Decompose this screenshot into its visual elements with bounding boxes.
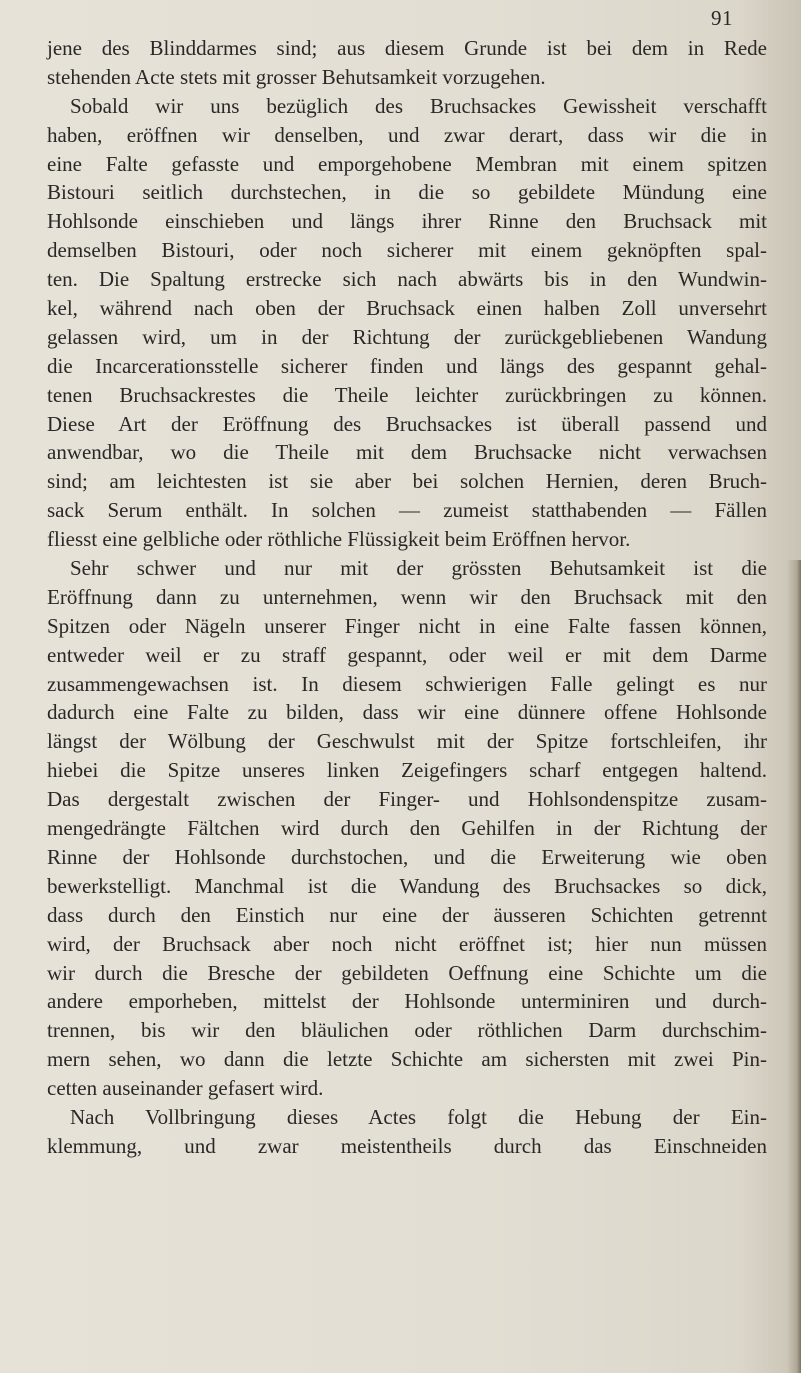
text-line: Sobald wir uns bezüglich des Bruchsackes Gewissheit verschafft — [70, 93, 767, 118]
text-line: kel, während nach oben der Bruchsack einen halben Zoll unversehrt — [47, 296, 767, 321]
text-line: zusammengewachsen ist. In diesem schwierigen Falle gelingt es nur — [47, 671, 767, 696]
text-line: anwendbar, wo die Theile mit dem Bruchsacke nicht verwachsen — [47, 440, 767, 465]
text-line: sack Serum enthält. In solchen — zumeist statthabenden — Fällen — [47, 498, 767, 523]
text-line: bewerkstelligt. Manchmal ist die Wandung des Bruchsackes so dick, — [47, 873, 767, 898]
page-number: 91 — [711, 6, 733, 30]
text-line: stehenden Acte stets mit grosser Behutsamkeit vorzugehen. — [47, 64, 546, 89]
text-line: fliesst eine gelbliche oder röthliche Flüssigkeit beim Eröffnen hervor. — [47, 527, 631, 552]
text-line: jene des Blinddarmes sind; aus diesem Grunde ist bei dem in Rede — [47, 36, 767, 60]
text-line: Das dergestalt zwischen der Finger- und Hohlsondenspitze zusam- — [47, 787, 767, 812]
text-line: cetten auseinander gefasert wird. — [47, 1076, 324, 1101]
text-line: Nach Vollbringung dieses Actes folgt die Hebung der Ein- — [70, 1104, 767, 1129]
text-line: andere emporheben, mittelst der Hohlsonde unterminiren und durch- — [47, 989, 767, 1014]
text-line: dass durch den Einstich nur eine der äusseren Schichten getrennt — [47, 902, 767, 927]
body-text — [47, 34, 767, 1161]
text-line: wir durch die Bresche der gebildeten Oeffnung eine Schichte um die — [47, 960, 767, 985]
text-line: Eröffnung dann zu unternehmen, wenn wir den Bruchsack mit den — [47, 584, 767, 609]
text-line: mern sehen, wo dann die letzte Schichte am sichersten mit zwei Pin- — [47, 1047, 767, 1072]
text-line: Spitzen oder Nägeln unserer Finger nicht in eine Falte fassen können, — [47, 613, 767, 638]
text-line: eine Falte gefasste und emporgehobene Membran mit einem spitzen — [47, 151, 767, 176]
text-line: Rinne der Hohlsonde durchstochen, und die Erweiterung wie oben — [47, 844, 767, 869]
text-line: wird, der Bruchsack aber noch nicht eröffnet ist; hier nun müssen — [47, 931, 767, 956]
text-line: Sehr schwer und nur mit der grössten Behutsamkeit ist die — [70, 556, 767, 581]
text-line: Bistouri seitlich durchstechen, in die so gebildete Mündung eine — [47, 180, 767, 205]
text-line: sind; am leichtesten ist sie aber bei solchen Hernien, deren Bruch- — [47, 469, 767, 494]
text-line: haben, eröffnen wir denselben, und zwar derart, dass wir die in — [47, 122, 767, 147]
page-edge-shadow — [787, 560, 801, 1373]
text-line: längst der Wölbung der Geschwulst mit der Spitze fortschleifen, ihr — [47, 729, 767, 754]
text-line: gelassen wird, um in der Richtung der zurückgebliebenen Wandung — [47, 324, 767, 349]
text-line: Diese Art der Eröffnung des Bruchsackes ist überall passend und — [47, 411, 767, 436]
text-line: klemmung, und zwar meistentheils durch das Einschneiden — [47, 1133, 767, 1158]
text-line: trennen, bis wir den bläulichen oder röthlichen Darm durchschim- — [47, 1018, 767, 1043]
text-line: demselben Bistouri, oder noch sicherer mit einem geknöpften spal- — [47, 238, 767, 263]
text-line: die Incarcerationsstelle sicherer finden und längs des gespannt gehal- — [47, 353, 767, 378]
text-line: mengedrängte Fältchen wird durch den Gehilfen in der Richtung der — [47, 816, 767, 841]
text-line: tenen Bruchsackrestes die Theile leichter zurückbringen zu können. — [47, 382, 767, 407]
text-line: hiebei die Spitze unseres linken Zeigefingers scharf entgegen haltend. — [47, 758, 767, 783]
text-line: ten. Die Spaltung erstrecke sich nach abwärts bis in den Wundwin- — [47, 267, 767, 292]
text-line: Hohlsonde einschieben und längs ihrer Rinne den Bruchsack mit — [47, 209, 767, 234]
text-line: dadurch eine Falte zu bilden, dass wir eine dünnere offene Hohlsonde — [47, 700, 767, 725]
text-line: entweder weil er zu straff gespannt, oder weil er mit dem Darme — [47, 642, 767, 667]
